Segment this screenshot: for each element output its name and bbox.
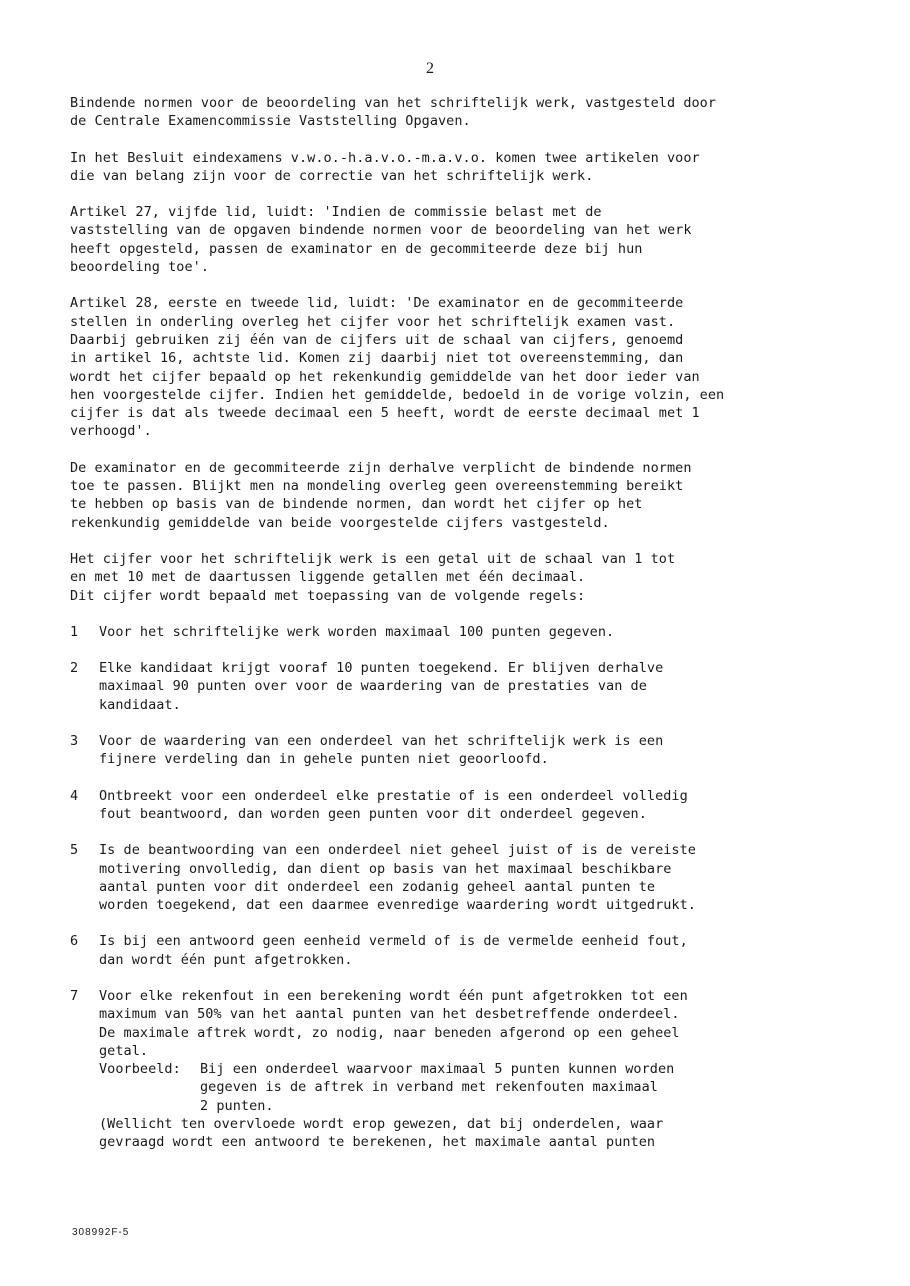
rule-text: Ontbreekt voor een onderdeel elke prestatie of is een onderdeel volledig fout beantwoord, dan worden geen punten voor dit onderdeel gegeven.	[99, 787, 688, 822]
rule-text: Is bij een antwoord geen eenheid vermeld of is de vermelde eenheid fout, dan wordt één punt afgetrokken.	[99, 933, 688, 968]
rule-7-body	[99, 987, 688, 1115]
intro-paragraph: Bindende normen voor de beoordeling van het schriftelijk werk, vastgesteld door de Centrale Examencommissie Vaststelling Opgaven.	[70, 95, 717, 130]
list-item	[70, 732, 890, 769]
list-item	[70, 623, 890, 641]
list-item	[70, 841, 890, 914]
rule-text: Voor de waardering van een onderdeel van het schriftelijk werk is een fijnere verdeling dan in gehele punten niet geoorloofd.	[99, 733, 664, 768]
rule-text: Voor het schriftelijke werk worden maximaal 100 punten gegeven.	[99, 623, 615, 640]
example-text: Bij een onderdeel waarvoor maximaal 5 punten kunnen worden gegeven is de aftrek in verband met rekenfouten maximaal 2 punten.	[200, 1061, 675, 1114]
besluit-paragraph: In het Besluit eindexamens v.w.o.-h.a.v.o.-m.a.v.o. komen twee artikelen voor die van belang zijn voor de correctie van het schriftelijk werk.	[70, 149, 700, 184]
artikel-28-paragraph: Artikel 28, eerste en tweede lid, luidt: 'De examinator en de gecommiteerde stellen in onderling overleg het cijfer voor het schriftelijk examen vast. Daarbij gebruiken zij één van de cijfers uit de schaal van cijfers, genoemd in artikel 16, achtste lid. Komen zij daarbij niet tot overeenstemming, dan wordt het cijfer bepaald op het rekenkundig gemiddelde van het door ieder van hen voorgestelde cijfer. Indien het gemiddelde, bedoeld in de vorige volzin, een cijfer is dat als tweede decimaal een 5 heeft, wordt de eerste decimaal met 1 verhoogd'.	[70, 295, 725, 440]
rule-number: 6	[70, 933, 79, 950]
rule-number: 2	[70, 660, 79, 677]
document-body	[70, 94, 890, 1152]
obligation-paragraph: De examinator en de gecommiteerde zijn derhalve verplicht de bindende normen toe te passen. Blijkt men na mondeling overleg geen overeenstemming bereikt te hebben op basis van de bindende normen, dan wordt het cijfer op het rekenkundig gemiddelde van beide voorgestelde cijfers vastgesteld.	[70, 459, 692, 531]
page-number: 2	[426, 60, 434, 77]
rule-number: 3	[70, 733, 79, 750]
list-item-rule-7	[70, 987, 890, 1115]
rule-number: 7	[70, 987, 79, 1004]
rule-text: Is de beantwoording van een onderdeel niet geheel juist of is de vereiste motivering onvolledig, dan dient op basis van het maximaal beschikbare aantal punten voor dit onderdeel een zodanig geheel aantal punten te worden toegekend, dat een daarmee evenredige waardering wordt uitgedrukt.	[99, 842, 696, 914]
list-item	[70, 787, 890, 824]
list-item	[70, 932, 890, 969]
list-item	[70, 659, 890, 714]
rule-number: 4	[70, 787, 79, 804]
rule-7-note: (Wellicht ten overvloede wordt erop gewezen, dat bij onderdelen, waar gevraagd wordt een antwoord te berekenen, het maximale aantal punten	[99, 1116, 664, 1151]
example-block	[99, 1060, 688, 1115]
rule-number: 1	[70, 623, 79, 640]
rules-list	[70, 623, 890, 1115]
grade-scale-paragraph: Het cijfer voor het schriftelijk werk is een getal uit de schaal van 1 tot en met 10 met de daartussen liggende getallen met één decimaal. Dit cijfer wordt bepaald met toepassing van de volgende regels:	[70, 550, 676, 604]
artikel-27-paragraph: Artikel 27, vijfde lid, luidt: 'Indien de commissie belast met de vaststelling van de opgaven bindende normen voor de beoordeling van het werk heeft opgesteld, passen de examinator en de gecommiteerde deze bij hun beoordeling toe'.	[70, 204, 692, 276]
rule-text: Elke kandidaat krijgt vooraf 10 punten toegekend. Er blijven derhalve maximaal 90 punten over voor de waardering van de prestaties van de kandidaat.	[99, 660, 664, 713]
rule-number: 5	[70, 842, 79, 859]
footer-document-code: 308992F-5	[72, 1227, 130, 1238]
rule-text: Voor elke rekenfout in een berekening wordt één punt afgetrokken tot een maximum van 50% van het aantal punten van het desbetreffende onderdeel. De maximale aftrek wordt, zo nodig, naar beneden afgerond op een geheel getal.	[99, 987, 688, 1059]
example-label: Voorbeeld:	[99, 1061, 181, 1078]
